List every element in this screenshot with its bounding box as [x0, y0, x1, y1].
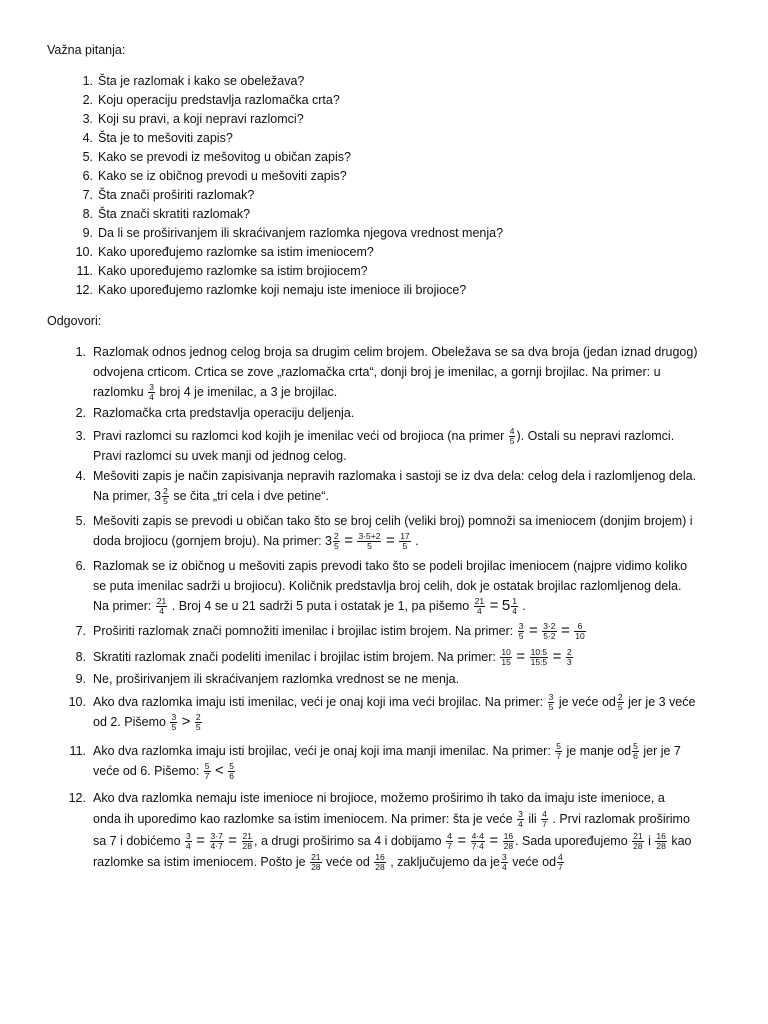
fraction-numerator: 2 — [566, 647, 572, 658]
answer-text-line — [93, 531, 728, 551]
question-number: 3. — [82, 112, 93, 126]
equals-sign: = — [552, 648, 562, 665]
answer-item — [68, 426, 728, 466]
fraction — [162, 487, 169, 506]
fraction-numerator: 21 — [156, 596, 167, 607]
answer-item — [68, 741, 728, 781]
fraction-numerator: 3 — [502, 852, 507, 863]
fraction-denominator: 5 — [509, 436, 515, 447]
question-number: 2. — [82, 93, 93, 107]
answer-text: Skratiti razlomak znači podeliti imenilac i brojilac istim brojem. Na primer: — [93, 650, 496, 664]
fraction — [399, 532, 410, 551]
fraction — [617, 693, 624, 712]
answer-item — [68, 511, 728, 551]
fraction-numerator: 10:5 — [530, 647, 548, 658]
question-item — [68, 74, 304, 88]
fraction-denominator: 28 — [503, 841, 514, 852]
fraction — [242, 832, 253, 851]
fraction-numerator: 16 — [656, 831, 666, 842]
answer-item — [68, 403, 728, 423]
answer-text: ). Ostali su nepravi razlomci. — [516, 429, 675, 443]
answer-text-line — [93, 382, 728, 402]
answer-text-line — [93, 426, 728, 446]
fraction-numerator: 10 — [501, 647, 511, 658]
fraction-denominator: 7 — [558, 862, 563, 873]
fraction-numerator: 3·7 — [210, 831, 223, 842]
question-number: 5. — [82, 150, 93, 164]
answer-text: razlomku — [93, 385, 144, 399]
question-text: Šta je to mešoviti zapis? — [98, 131, 233, 145]
answers-heading: Odgovori: — [47, 314, 102, 328]
answer-text: je veće od — [558, 695, 616, 709]
fraction — [511, 597, 518, 616]
fraction — [333, 532, 340, 551]
fraction-denominator: 5 — [548, 702, 554, 713]
question-text: Kako upoređujemo razlomke sa istim imeniocem? — [98, 245, 374, 259]
answer-number: 10. — [68, 695, 86, 709]
fraction-denominator: 28 — [311, 862, 321, 873]
fraction-numerator: 21 — [633, 831, 643, 842]
fraction — [555, 742, 562, 761]
fraction-numerator: 21 — [242, 831, 253, 842]
fraction-denominator: 15 — [501, 657, 511, 668]
answer-item — [68, 647, 728, 667]
answer-text: Ne, proširivanjem ili skraćivanjem razlomka vrednost se ne menja. — [93, 672, 460, 686]
equals-sign: = — [516, 648, 526, 665]
fraction — [632, 742, 639, 761]
fraction-denominator: 4 — [149, 392, 154, 403]
answer-text: Ako dva razlomka imaju isti brojilac, veći je onaj koji ima manji imenilac. Na primer: — [93, 744, 551, 758]
answer-text: broj 4 je imenilac, a 3 je brojilac. — [159, 385, 338, 399]
fraction — [204, 762, 211, 781]
fraction — [500, 648, 511, 667]
fraction — [541, 810, 548, 829]
equals-sign: = — [528, 622, 538, 639]
fraction-denominator: 28 — [633, 841, 643, 852]
equals-sign: = — [344, 532, 353, 549]
answer-number: 8. — [75, 650, 86, 664]
answer-text-line — [93, 809, 728, 830]
equals-sign: = — [489, 597, 499, 614]
fraction — [566, 648, 573, 667]
question-number: 6. — [82, 169, 93, 183]
answer-text-line — [93, 761, 728, 781]
answer-number: 7. — [75, 624, 86, 638]
fraction — [655, 832, 666, 851]
fraction-numerator: 4·4 — [471, 831, 484, 842]
question-item — [68, 188, 254, 202]
equals-sign: = — [561, 622, 570, 639]
fraction — [210, 832, 224, 851]
answer-text: Ako dva razlomka imaju isti imenilac, veći je onaj koji ima veći brojilac. Na primer: — [93, 695, 544, 709]
fraction — [170, 713, 177, 732]
answer-text: veće od — [326, 855, 370, 869]
answer-item — [68, 669, 728, 689]
fraction-denominator: 28 — [656, 841, 666, 852]
fraction-denominator: 7 — [556, 751, 562, 762]
answer-text-line — [93, 741, 728, 761]
fraction — [228, 762, 235, 781]
fraction-denominator: 4 — [159, 606, 164, 617]
fraction-numerator: 1 — [512, 596, 517, 607]
question-item — [68, 169, 347, 183]
fraction-denominator: 4 — [502, 862, 507, 873]
answer-text: se čita „tri cela i dve petine“. — [173, 489, 329, 503]
answer-text: Razlomak odnos jednog celog broja sa drugim celim brojem. Obeležava se sa dva broja (jedan iznad drugog) — [93, 345, 698, 359]
fraction-denominator: 5 — [334, 541, 339, 552]
answer-text: Pravi razlomci su uvek manji od jednog celog. — [93, 449, 347, 464]
answer-text: ili — [528, 812, 537, 826]
fraction-numerator: 4 — [558, 852, 563, 863]
fraction-numerator: 21 — [474, 596, 485, 607]
question-text: Kako se prevodi iz mešovitog u običan zapis? — [98, 150, 351, 164]
fraction-denominator: 3 — [566, 657, 572, 668]
fraction-numerator: 2 — [163, 486, 168, 497]
answer-number: 5. — [75, 514, 86, 528]
answer-item — [68, 466, 728, 506]
answer-text: veće od — [512, 855, 557, 869]
question-item — [68, 112, 304, 126]
fraction-numerator: 4 — [447, 831, 452, 842]
fraction-denominator: 5 — [402, 541, 408, 552]
answer-text-line — [93, 830, 728, 852]
equals-sign: = — [385, 532, 395, 549]
answer-text: , zaključujemo da je — [390, 855, 501, 869]
questions-heading: Važna pitanja: — [47, 43, 126, 57]
question-text: Šta je razlomak i kako se obeležava? — [98, 74, 305, 88]
fraction-numerator: 4 — [542, 809, 547, 820]
answer-text: Na primer, 3 — [93, 489, 162, 503]
fraction-denominator: 7 — [447, 841, 452, 852]
answer-number: 6. — [75, 559, 86, 573]
answer-number: 12. — [68, 791, 86, 805]
answer-text: . Broj 4 se u 21 sadrži 5 puta i ostatak je 1, pa pišemo — [171, 599, 470, 613]
question-number: 8. — [82, 207, 93, 221]
answer-text: kao — [671, 834, 692, 848]
fraction-numerator: 3 — [186, 831, 191, 842]
fraction — [374, 853, 385, 872]
question-text: Kako upoređujemo razlomke koji nemaju iste imenioce ili brojioce? — [98, 283, 467, 297]
answer-text: veće od 6. Pišemo: — [93, 764, 200, 779]
answer-text: jer je 3 veće — [628, 695, 696, 709]
question-text: Šta znači skratiti razlomak? — [98, 207, 251, 221]
fraction-denominator: 15:5 — [530, 657, 548, 668]
answer-text: je manje od — [566, 744, 632, 758]
fraction-numerator: 4 — [509, 426, 515, 437]
fraction-denominator: 7·4 — [471, 841, 484, 852]
question-text: Kako upoređujemo razlomke sa istim brojiocem? — [98, 264, 368, 278]
fraction-denominator: 6 — [633, 751, 638, 762]
answer-text: Razlomačka crta predstavlja operaciju deljenja. — [93, 406, 355, 420]
fraction-denominator: 5 — [163, 496, 168, 507]
answer-item — [68, 342, 728, 402]
fraction — [195, 713, 202, 732]
answer-number: 11. — [69, 744, 86, 758]
fraction-numerator: 21 — [311, 852, 321, 863]
fraction-numerator: 2 — [195, 712, 201, 723]
fraction-numerator: 5 — [556, 741, 562, 752]
equals-sign: = — [457, 832, 467, 849]
answer-text-line — [93, 621, 728, 641]
answer-item — [68, 788, 728, 873]
fraction — [185, 832, 192, 851]
answer-text: , a drugi proširimo sa 4 i dobijamo — [254, 834, 442, 848]
fraction-numerator: 3·5+2 — [358, 531, 381, 542]
answer-item — [68, 556, 728, 616]
fraction-numerator: 3 — [518, 621, 524, 632]
fraction-numerator: 16 — [503, 831, 514, 842]
answer-text: od 2. Pišemo — [93, 715, 166, 730]
question-text: Koji su pravi, a koji nepravi razlomci? — [98, 112, 304, 126]
question-text: Šta znači proširiti razlomak? — [98, 188, 255, 202]
fraction-denominator: 7 — [204, 771, 210, 782]
fraction — [574, 622, 585, 641]
fraction — [503, 832, 514, 851]
answer-number: 4. — [75, 469, 86, 483]
question-text: Kako se iz običnog prevodi u mešoviti zapis? — [98, 169, 347, 183]
answer-item — [68, 621, 728, 641]
answer-text-line — [93, 852, 728, 873]
answer-text: Pravi razlomci su razlomci kod kojih je imenilac veći od brojioca (na primer — [93, 429, 505, 443]
fraction-denominator: 5 — [195, 722, 201, 733]
answer-text: jer je 7 — [643, 744, 681, 758]
question-number: 11. — [76, 264, 93, 278]
fraction — [557, 853, 564, 872]
answer-text-line — [93, 712, 728, 732]
fraction-denominator: 10 — [575, 631, 585, 642]
answer-number: 9. — [75, 672, 86, 686]
fraction-denominator: 6 — [229, 771, 234, 782]
question-item — [68, 264, 368, 278]
fraction-numerator: 3 — [149, 382, 154, 393]
answer-text: . — [415, 534, 419, 548]
answer-text: Mešoviti zapis se prevodi u običan tako što se broj celih (veliki broj) pomnoži sa imeniocem (donjim brojem) i — [93, 514, 693, 528]
question-number: 4. — [82, 131, 93, 145]
answer-text: Razlomak se iz običnog u mešoviti zapis prevodi tako što se podeli brojilac imeniocem (najpre vidimo koliko — [93, 559, 688, 573]
fraction — [530, 648, 549, 667]
answer-number: 1. — [75, 345, 86, 359]
fraction-denominator: 4 — [512, 606, 517, 617]
fraction — [357, 532, 381, 551]
fraction-denominator: 7 — [542, 819, 547, 830]
fraction-denominator: 5 — [617, 702, 623, 713]
fraction-numerator: 3 — [548, 692, 554, 703]
fraction-numerator: 5 — [229, 761, 234, 772]
answer-text: razlomke sa istim imeniocem. Pošto je — [93, 855, 306, 869]
answer-number: 2. — [75, 406, 86, 420]
question-item — [68, 283, 466, 297]
question-number: 10. — [75, 245, 93, 259]
fraction-denominator: 5·2 — [543, 631, 556, 642]
answer-text-line — [93, 486, 728, 506]
fraction — [156, 597, 167, 616]
answer-text: . Prvi razlomak proširimo — [552, 812, 690, 826]
fraction — [542, 622, 556, 641]
fraction-numerator: 5 — [633, 741, 638, 752]
fraction-denominator: 5 — [367, 541, 372, 552]
answer-text: odvojena crticom. Crtica se zove „razlomačka crta“, donji broj je imenilac, a gornji brojilac. Na primer: u — [93, 365, 661, 379]
answer-number: 3. — [75, 429, 86, 443]
fraction-numerator: 3 — [171, 712, 177, 723]
fraction — [632, 832, 643, 851]
answer-text: i — [648, 834, 651, 848]
fraction-denominator: 5 — [171, 722, 177, 733]
question-number: 9. — [82, 226, 93, 240]
fraction-numerator: 17 — [400, 531, 410, 542]
answer-text: sa 7 i dobićemo — [93, 834, 181, 848]
question-number: 1. — [82, 74, 93, 88]
fraction — [501, 853, 508, 872]
fraction-denominator: 4 — [477, 606, 482, 617]
question-item — [68, 93, 340, 107]
fraction-denominator: 4 — [186, 841, 191, 852]
fraction-numerator: 5 — [204, 761, 210, 772]
less-than-sign: < — [215, 762, 224, 780]
answer-text: . — [522, 599, 526, 613]
answer-text: Na primer: — [93, 599, 152, 613]
fraction — [474, 597, 485, 616]
fraction-denominator: 4·7 — [210, 841, 223, 852]
fraction-denominator: 28 — [242, 841, 253, 852]
question-item — [68, 207, 250, 221]
fraction — [148, 383, 155, 402]
fraction-numerator: 2 — [334, 531, 339, 542]
fraction — [310, 853, 321, 872]
whole-number: 5 — [501, 597, 511, 614]
question-item — [68, 150, 351, 164]
fraction — [509, 427, 516, 446]
equals-sign: = — [196, 832, 206, 849]
fraction — [517, 810, 524, 829]
answer-text: Mešoviti zapis je način zapisivanja nepravih razlomaka i sastoji se iz dva dela: celog dela i razlomljenog dela. — [93, 469, 697, 483]
fraction-numerator: 6 — [574, 622, 585, 632]
answer-text: onda ih uporedimo kao razlomke sa istim imeniocem. Na primer: šta je veće — [93, 812, 513, 826]
answer-text: Ako dva razlomka nemaju iste imenioce ni brojioce, možemo proširimo ih tako da imaju iste imenioce, a — [93, 791, 665, 805]
fraction — [548, 693, 555, 712]
answer-text-line — [93, 647, 728, 667]
answer-item — [68, 692, 728, 732]
question-item — [68, 226, 503, 240]
fraction-numerator: 3·2 — [543, 621, 556, 632]
answer-text: doda brojiocu (gornjem broju). Na primer: 3 — [93, 534, 332, 548]
answer-text-line — [93, 596, 728, 616]
answer-text-line — [93, 692, 728, 712]
answer-text: . Sada upoređujemo — [515, 834, 628, 848]
fraction-numerator: 2 — [617, 692, 623, 703]
question-item — [68, 245, 374, 259]
fraction-denominator: 28 — [375, 862, 385, 873]
equals-sign: = — [489, 832, 499, 849]
question-number: 7. — [82, 188, 93, 202]
answer-text: Proširiti razlomak znači pomnožiti imenilac i brojilac istim brojem. Na primer: — [93, 624, 514, 638]
equals-sign: = — [228, 832, 238, 849]
fraction — [446, 832, 453, 851]
question-item — [68, 131, 233, 145]
question-number: 12. — [75, 283, 93, 297]
fraction — [471, 832, 485, 851]
fraction-denominator: 4 — [518, 819, 523, 830]
fraction — [518, 622, 525, 641]
question-text: Koju operaciju predstavlja razlomačka crta? — [98, 93, 340, 107]
answer-text: se puta imenilac sadrži u brojiocu). Količnik predstavlja broj celih, dok je ostatak brojilac razlomljenog dela. — [93, 579, 682, 593]
fraction-numerator: 3 — [518, 809, 523, 820]
question-text: Da li se proširivanjem ili skraćivanjem razlomka njegova vrednost menja? — [98, 226, 504, 240]
fraction-denominator: 5 — [518, 631, 524, 642]
greater-than-sign: > — [181, 713, 191, 731]
fraction-numerator: 16 — [375, 852, 385, 863]
